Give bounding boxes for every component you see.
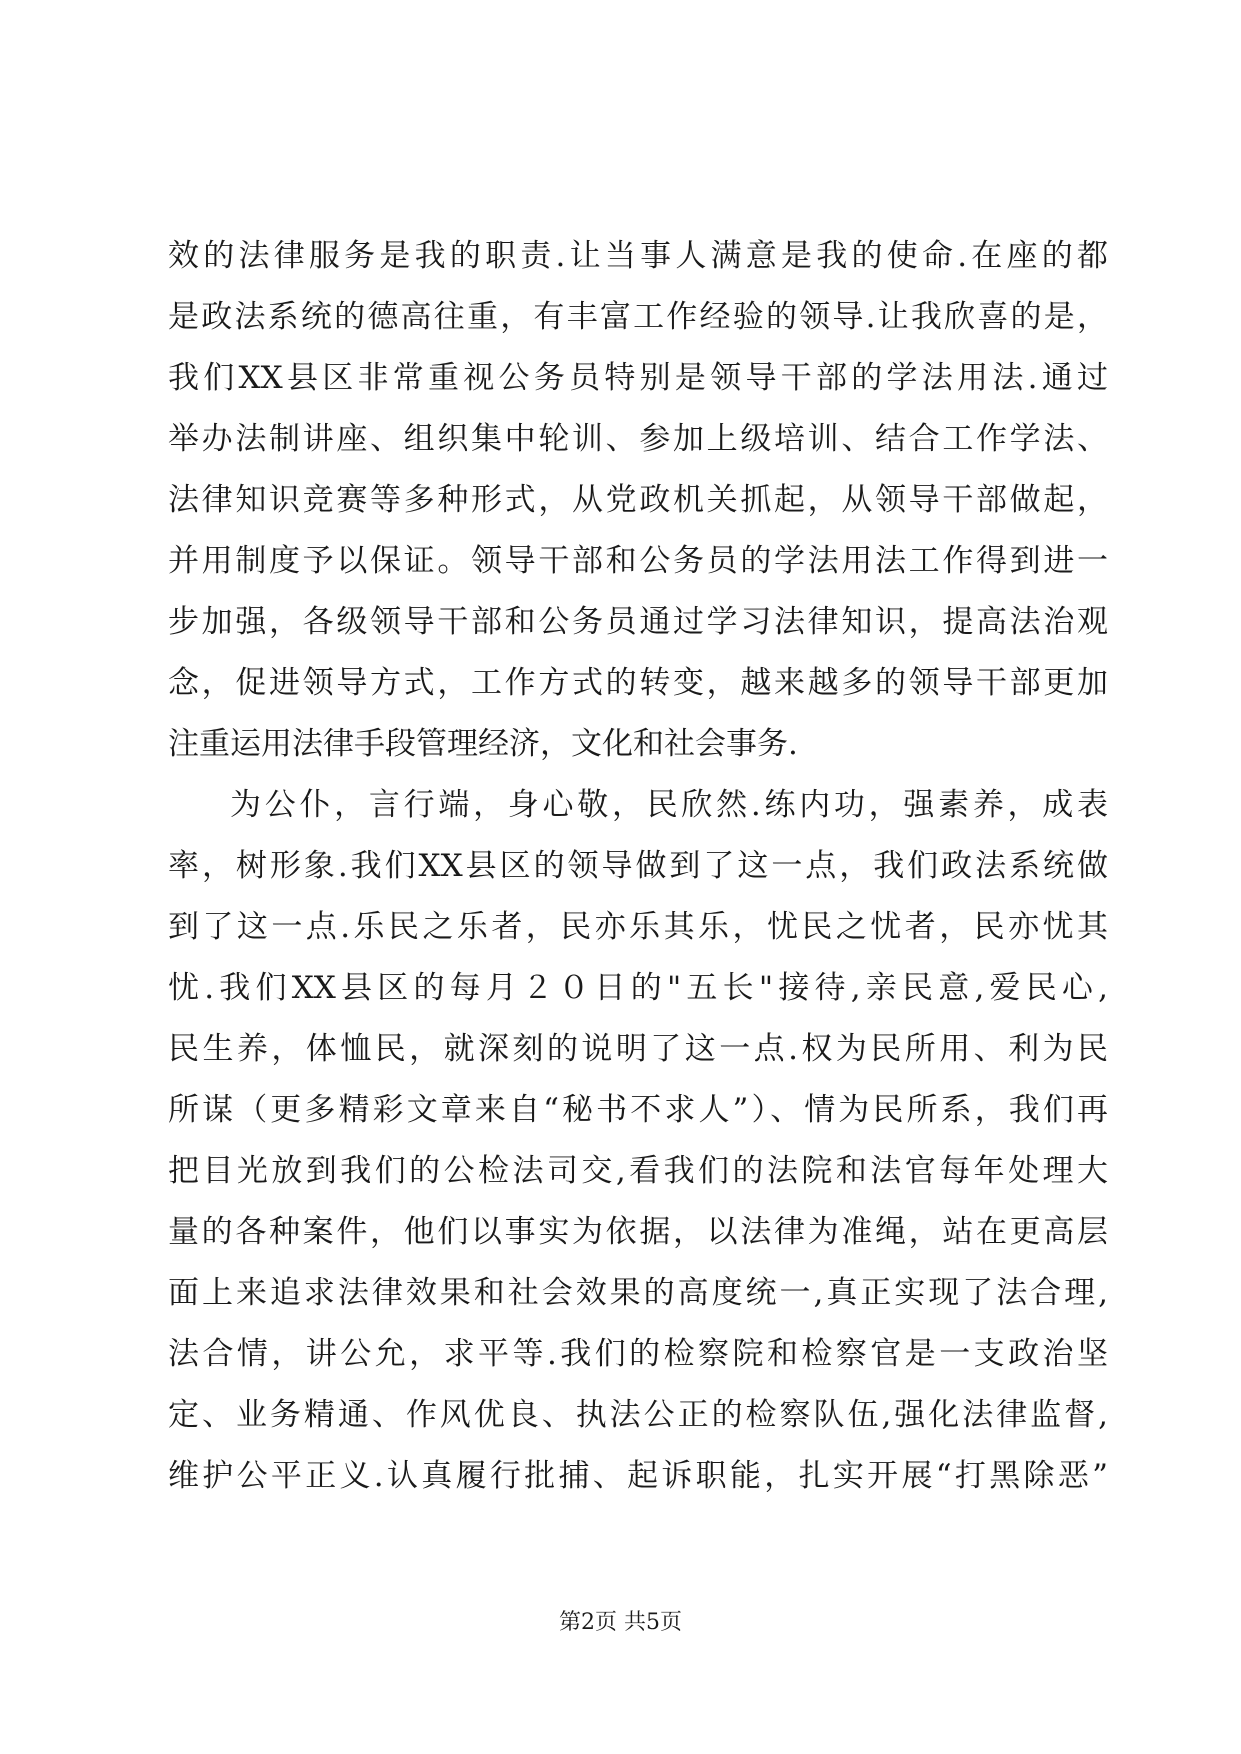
text-line: 举办法制讲座、组织集中轮训、参加上级培训、结合工作学法、 [168,421,1108,457]
paragraph-first-line: 为公仆，言行端，身心敬，民欣然.练内功，强素养，成表 [230,787,1108,823]
text-line: 所谋（更多精彩文章来自“秘书不求人”）、情为民所系，我们再 [168,1092,1108,1128]
text-line: 是政法系统的德高往重，有丰富工作经验的领导.让我欣喜的是， [168,299,1108,335]
text-line: 法律知识竞赛等多种形式，从党政机关抓起，从领导干部做起， [168,482,1108,518]
text-line: 念，促进领导方式，工作方式的转变，越来越多的领导干部更加 [168,665,1108,701]
text-line: 民生养，体恤民，就深刻的说明了这一点.权为民所用、利为民 [168,1031,1108,1067]
text-line: 并用制度予以保证。领导干部和公务员的学法用法工作得到进一 [168,543,1108,579]
text-line: 到了这一点.乐民之乐者，民亦乐其乐，忧民之忧者，民亦忧其 [168,909,1108,945]
text-line: 面上来追求法律效果和社会效果的高度统一,真正实现了法合理, [168,1275,1108,1311]
text-line: 效的法律服务是我的职责.让当事人满意是我的使命.在座的都 [168,238,1108,274]
text-line: 定、业务精通、作风优良、执法公正的检察队伍,强化法律监督, [168,1397,1108,1433]
text-line: 维护公平正义.认真履行批捕、起诉职能，扎实开展“打黑除恶” [168,1458,1108,1494]
text-line: 忧.我们XX县区的每月２０日的"五长"接待,亲民意,爱民心, [168,970,1108,1006]
text-line: 步加强，各级领导干部和公务员通过学习法律知识，提高法治观 [168,604,1108,640]
page-number-footer: 第2页 共5页 [559,1610,682,1635]
body-text [168,226,1108,1507]
text-line: 率，树形象.我们XX县区的领导做到了这一点，我们政法系统做 [168,848,1108,884]
text-line: 法合情，讲公允，求平等.我们的检察院和检察官是一支政治坚 [168,1336,1108,1372]
paragraph-end-line: 注重运用法律手段管理经济，文化和社会事务. [168,726,798,762]
text-line: 把目光放到我们的公检法司交,看我们的法院和法官每年处理大 [168,1153,1108,1189]
text-line: 量的各种案件，他们以事实为依据，以法律为准绳，站在更高层 [168,1214,1108,1250]
text-line: 我们XX县区非常重视公务员特别是领导干部的学法用法.通过 [168,360,1108,396]
